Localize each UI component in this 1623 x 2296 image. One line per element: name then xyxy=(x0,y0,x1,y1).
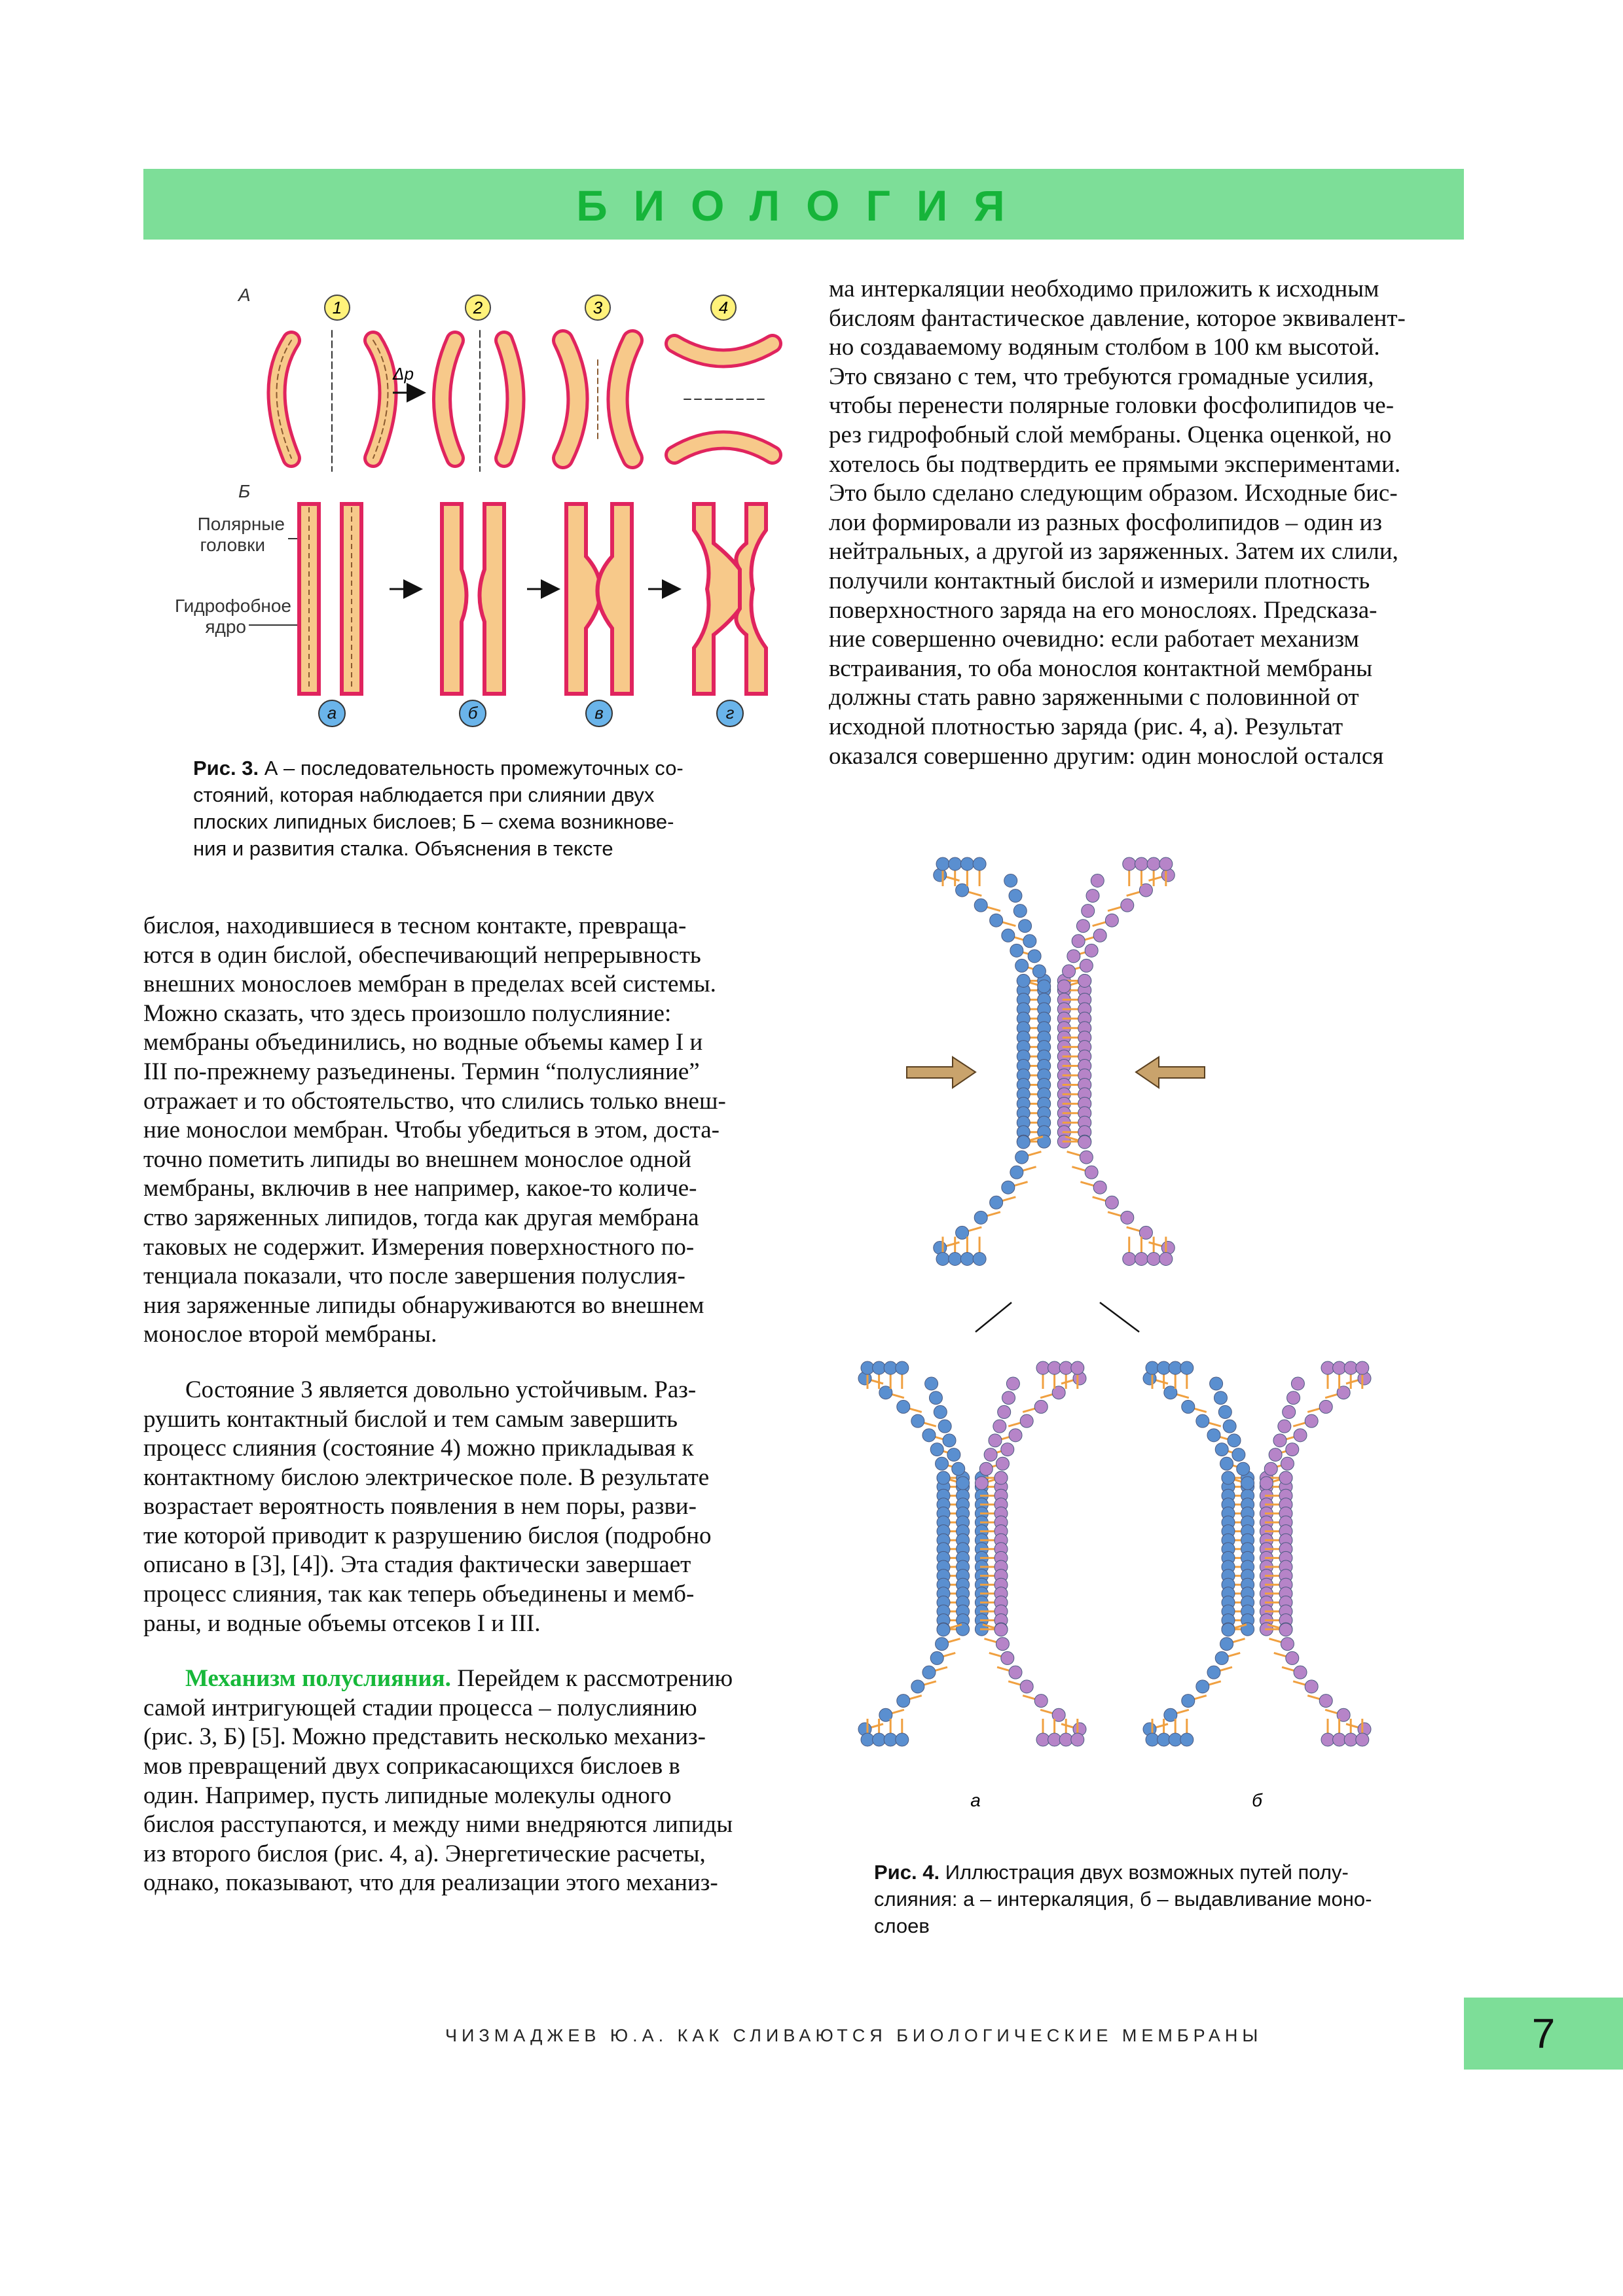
lipid-head xyxy=(1105,1196,1118,1209)
figure-4 xyxy=(871,844,1447,1839)
lipid-head xyxy=(1004,874,1017,888)
lipid-head xyxy=(1001,1443,1014,1456)
lipid-head xyxy=(1123,857,1136,870)
text-line: нейтральных, а другой из заряженных. Затем их слили, xyxy=(829,538,1398,565)
text-line: ние совершенно очевидно: если работает механизм xyxy=(829,626,1359,653)
text-line: Перейдем к рассмотрению xyxy=(457,1665,733,1693)
state-3-membranes xyxy=(563,340,632,458)
text-line: должны стать равно заряженными с половинной от xyxy=(829,684,1359,711)
text-line: однако, показывают, что для реализации этого механиз- xyxy=(143,1869,718,1897)
lipid-head xyxy=(1294,1429,1307,1442)
text-line: ство заряженных липидов, тогда как другая мембрана xyxy=(143,1204,699,1231)
lipid-head xyxy=(1067,950,1080,963)
lipid-head xyxy=(1009,1429,1022,1442)
lipid-head xyxy=(1180,1733,1194,1746)
lipid-head xyxy=(1036,1733,1049,1746)
text-line: процесс слияния (состояние 4) можно прикладывая к xyxy=(143,1435,694,1462)
lipid-head xyxy=(1078,1136,1091,1149)
lipid-head xyxy=(984,1448,997,1462)
text-line: монослое второй мембраны. xyxy=(143,1321,437,1348)
lipid-head xyxy=(1294,1666,1307,1679)
lipid-head xyxy=(938,1420,951,1433)
lipid-head xyxy=(1017,1136,1030,1149)
lipid-head xyxy=(1222,1471,1235,1484)
stage-a-label: а xyxy=(327,703,337,723)
figure-4-caption-line: Иллюстрация двух возможных путей полу- xyxy=(945,1861,1349,1884)
lipid-head xyxy=(936,1457,949,1470)
lipid-head xyxy=(1264,1462,1277,1475)
text-line: III по-прежнему разъединены. Термин “полуслияние” xyxy=(143,1058,700,1085)
lipid-head xyxy=(1082,905,1095,918)
stage-a-membranes xyxy=(299,504,361,694)
lipid-head xyxy=(1232,1448,1245,1462)
lipid-head xyxy=(1321,1733,1334,1746)
running-title: ЧИЗМАДЖЕВ Ю.А. КАК СЛИВАЮТСЯ БИОЛОГИЧЕСКИЕ МЕМБРАНЫ xyxy=(445,2026,1263,2045)
lipid-head xyxy=(1281,1457,1294,1470)
lipid-head xyxy=(911,1414,924,1427)
text-line: бислоя, находившиеся в тесном контакте, превраща- xyxy=(143,912,687,939)
figure-3-caption-line: А – последовательность промежуточных со- xyxy=(264,757,684,780)
text-line: внешних монослоев мембран в пределах всей системы. xyxy=(143,971,716,998)
figure-4-caption-line: слоев xyxy=(874,1914,930,1937)
text-line: описано в [3], [4]). Эта стадия фактически завершает xyxy=(143,1551,691,1579)
state-2-membranes xyxy=(442,331,516,471)
text-line: процесс слияния, так как теперь объединены и мемб- xyxy=(143,1581,695,1608)
lipid-head xyxy=(936,1638,949,1651)
lipid-head xyxy=(911,1680,924,1693)
journal-section-title: БИОЛОГИЯ xyxy=(576,181,1031,230)
lipid-head xyxy=(1123,1253,1136,1266)
lipid-head xyxy=(1002,1391,1015,1405)
arrow-to-b xyxy=(1100,1302,1139,1332)
lipid-head xyxy=(1222,1623,1235,1636)
text-line: мов превращений двух соприкасающихся бислоев в xyxy=(143,1753,680,1780)
text-line: бислоя расступаются, и между ними внедряются липиды xyxy=(143,1811,733,1839)
figure-3-caption xyxy=(193,755,737,862)
lipid-head xyxy=(922,1429,936,1442)
lipid-head xyxy=(996,1638,1009,1651)
lipid-head xyxy=(1121,899,1134,912)
lipid-head xyxy=(1319,1400,1332,1413)
lipid-head xyxy=(949,857,962,870)
lipid-head xyxy=(1085,1166,1098,1179)
state-4-membranes xyxy=(674,344,773,455)
text-line: хотелось бы подтвердить ее прямыми экспериментами. xyxy=(829,450,1401,478)
figure-4-caption-line: слияния: а – интеркаляция, б – выдавливание моно- xyxy=(874,1888,1372,1910)
lipid-head xyxy=(1220,1638,1233,1651)
lipid-head xyxy=(957,1477,970,1490)
text-line: ния заряженные липиды обнаруживаются во внешнем xyxy=(143,1291,704,1319)
lipid-head xyxy=(1028,950,1041,963)
lipid-head xyxy=(1159,857,1173,870)
lipid-head xyxy=(1020,1414,1033,1427)
lipid-head xyxy=(1210,1377,1223,1390)
stage-c-membranes xyxy=(566,504,632,694)
lipid-head xyxy=(1009,1666,1022,1679)
lipid-head xyxy=(1032,965,1046,978)
text-line: мембраны объединились, но водные объемы камер I и xyxy=(143,1029,703,1056)
lipid-head xyxy=(1344,1733,1357,1746)
lipid-head xyxy=(994,1471,1008,1484)
lipid-head xyxy=(884,1733,897,1746)
lipid-head xyxy=(1135,1253,1148,1266)
text-line: поверхностного заряда на его монослоях. Предсказа- xyxy=(829,596,1377,624)
delta-p-label: Δp xyxy=(393,364,414,384)
lipid-head xyxy=(1287,1391,1300,1405)
text-line: Это связано с тем, что требуются громадные усилия, xyxy=(829,363,1374,390)
lipid-head xyxy=(1059,1361,1072,1374)
state-1-membranes xyxy=(277,331,388,471)
lipid-head xyxy=(1048,1733,1061,1746)
lipid-head xyxy=(1002,1181,1015,1194)
text-line: ма интеркаляции необходимо приложить к исходным xyxy=(829,276,1379,302)
lipid-head xyxy=(1344,1361,1357,1374)
lipid-head xyxy=(861,1361,874,1374)
text-line: но создаваемому водяным столбом в 100 км высотой. xyxy=(829,334,1380,361)
state-3-label: 3 xyxy=(593,298,603,317)
lipid-head xyxy=(949,1253,962,1266)
lipid-head xyxy=(1169,1733,1182,1746)
lipid-head xyxy=(1015,959,1029,972)
lipid-head xyxy=(1215,1651,1228,1664)
text-line: возрастает вероятность появления в нем поры, разви- xyxy=(143,1493,697,1520)
stage-b-label: б xyxy=(467,703,478,723)
lipid-head xyxy=(1071,1361,1084,1374)
lipid-head xyxy=(1034,1695,1048,1708)
lipid-head xyxy=(1356,1361,1369,1374)
lipid-head xyxy=(1105,914,1118,927)
figure-4-label-a: а xyxy=(970,1790,981,1810)
text-line: самой интригующей стадии процесса – полуслиянию xyxy=(143,1694,697,1721)
lipid-head xyxy=(937,1623,950,1636)
lipid-head xyxy=(973,1253,986,1266)
lipid-head xyxy=(1260,1477,1273,1490)
lipid-head xyxy=(1147,1253,1160,1266)
lipid-head xyxy=(1085,944,1098,957)
lipid-head xyxy=(1305,1414,1318,1427)
state-4-label: 4 xyxy=(718,298,729,317)
lipid-head xyxy=(936,1253,949,1266)
lipid-head xyxy=(1017,975,1030,988)
lipid-head xyxy=(998,1405,1011,1418)
lipid-head xyxy=(1283,1405,1296,1418)
lipid-head xyxy=(1010,1166,1023,1179)
text-line: исходной плотностью заряда (рис. 4, а). Результат xyxy=(829,713,1343,740)
lipid-head xyxy=(973,857,986,870)
lipid-head xyxy=(1036,1361,1049,1374)
lipid-head xyxy=(1059,1733,1072,1746)
lipid-head xyxy=(930,1443,943,1456)
lipid-head xyxy=(884,1361,897,1374)
lipid-head xyxy=(1019,920,1032,933)
lipid-head xyxy=(1305,1680,1318,1693)
lipid-head xyxy=(1286,1651,1299,1664)
text-line: встраивания, то оба монослоя контактной мембраны xyxy=(829,655,1373,682)
text-line: Можно сказать, что здесь произошло полуслияние: xyxy=(143,999,672,1027)
lipid-head xyxy=(1057,980,1070,993)
lipid-head xyxy=(861,1733,874,1746)
figure-4-label-b: б xyxy=(1252,1790,1262,1810)
text-line: лои формировали из разных фосфолипидов – один из xyxy=(829,509,1382,536)
lipid-head xyxy=(1237,1462,1250,1475)
lipid-head xyxy=(897,1695,910,1708)
text-line: Состояние 3 является довольно устойчивым. Раз- xyxy=(185,1376,697,1403)
lipid-head xyxy=(1279,1623,1292,1636)
lipid-head xyxy=(1228,1434,1241,1447)
lipid-head xyxy=(1161,869,1175,882)
lipid-head xyxy=(943,1434,956,1447)
stage-c-label: в xyxy=(594,703,604,723)
panel-a-label: А xyxy=(238,285,251,305)
lipid-head xyxy=(1356,1733,1369,1746)
page-number-box xyxy=(1464,1998,1623,2070)
lipid-head xyxy=(989,1434,1002,1447)
lipid-head xyxy=(1006,1377,1019,1390)
text-line: точно пометить липиды во внешнем монослое одной xyxy=(143,1145,691,1173)
lipid-head xyxy=(1158,1361,1171,1374)
lipid-head xyxy=(1091,874,1104,888)
lipid-head xyxy=(937,1471,950,1484)
lipid-head xyxy=(1215,1443,1228,1456)
lipid-head xyxy=(1063,965,1076,978)
figure-4-caption-title: Рис. 4. xyxy=(874,1861,940,1884)
arrow-to-a xyxy=(976,1302,1012,1332)
right-press-arrow xyxy=(1136,1057,1205,1088)
lipid-head xyxy=(1291,1377,1304,1390)
figure-3 xyxy=(175,281,786,733)
figure-3-caption-line: плоских липидных бислоев; Б – схема возникнове- xyxy=(193,810,674,833)
lipid-head xyxy=(1196,1680,1209,1693)
left-column-text xyxy=(143,912,784,1898)
lipid-head xyxy=(1020,1680,1033,1693)
lipid-head xyxy=(1333,1361,1346,1374)
lipid-head xyxy=(1121,1211,1134,1224)
state-2-label: 2 xyxy=(473,298,483,317)
text-line: ние монослои мембран. Чтобы убедиться в этом, доста- xyxy=(143,1117,720,1144)
lipid-head xyxy=(1010,944,1023,957)
stage-b-membranes xyxy=(442,504,504,694)
lipid-head xyxy=(1223,1420,1236,1433)
lipid-head xyxy=(929,1391,942,1405)
lipid-head xyxy=(994,1623,1008,1636)
left-press-arrow xyxy=(907,1057,976,1088)
lipid-head xyxy=(936,857,949,870)
figure-4-caption xyxy=(874,1859,1417,1939)
lipid-head xyxy=(925,1377,938,1390)
lipid-head xyxy=(1093,1181,1106,1194)
state-1-label: 1 xyxy=(332,298,342,317)
lipid-head xyxy=(1207,1429,1220,1442)
lipid-head xyxy=(1319,1695,1332,1708)
lipid-head xyxy=(1161,1242,1175,1255)
stage-d-membranes xyxy=(694,504,766,694)
lipid-head xyxy=(1071,1733,1084,1746)
lipid-head xyxy=(974,899,987,912)
text-line: отражает и то обстоятельство, что слились только внеш- xyxy=(143,1087,726,1115)
lipid-head xyxy=(1146,1361,1159,1374)
lipid-head xyxy=(990,914,1003,927)
text-line: тие которой приводит к разрушению бислоя (подробно xyxy=(143,1522,712,1549)
lipid-head xyxy=(1023,935,1036,948)
lipid-head xyxy=(1086,889,1099,903)
lipid-head xyxy=(993,1420,1006,1433)
lipid-head xyxy=(979,1462,993,1475)
lipid-head xyxy=(1214,1391,1227,1405)
polar-heads-label-2: головки xyxy=(200,535,265,555)
text-line: (рис. 3, Б) [5]. Можно представить несколько механиз- xyxy=(143,1723,706,1751)
lipid-head xyxy=(1076,920,1089,933)
lipid-head xyxy=(1147,857,1160,870)
lipid-head xyxy=(1015,1151,1029,1164)
stage-d-label: г xyxy=(725,703,735,723)
lipid-head xyxy=(930,1651,943,1664)
lipid-head xyxy=(1048,1361,1061,1374)
page-number: 7 xyxy=(1531,2010,1556,2057)
lipid-head xyxy=(1241,1477,1254,1490)
lipid-head xyxy=(975,1477,988,1490)
lipid-head xyxy=(1093,929,1106,942)
text-line: рез гидрофобный слой мембраны. Оценка оценкой, но xyxy=(829,421,1392,448)
text-line: оказался совершенно другим: один монослой остался xyxy=(829,742,1384,770)
figure-3-caption-line: ния и развития сталка. Объяснения в тексте xyxy=(193,837,613,860)
lipid-head xyxy=(1182,1695,1195,1708)
lipid-head xyxy=(1013,905,1027,918)
lipid-head xyxy=(896,1733,909,1746)
lipid-head xyxy=(1038,980,1051,993)
lipid-head xyxy=(1321,1361,1334,1374)
lipid-head xyxy=(952,1462,965,1475)
lipid-head xyxy=(922,1666,936,1679)
figure-3-caption-title: Рис. 3. xyxy=(193,757,259,780)
lipid-head xyxy=(1281,1638,1294,1651)
text-line: рушить контактный бислой и тем самым завершить xyxy=(143,1405,678,1433)
text-line: таковых не содержит. Измерения поверхностного по- xyxy=(143,1233,695,1261)
lipid-head xyxy=(1135,857,1148,870)
lipid-head xyxy=(990,1196,1003,1209)
lipid-head xyxy=(1196,1414,1209,1427)
lipid-head xyxy=(1034,1400,1048,1413)
lipid-head xyxy=(1072,935,1085,948)
lipid-head xyxy=(1158,1733,1171,1746)
text-line: Это было сделано следующим образом. Исходные бис- xyxy=(829,480,1398,507)
lipid-head xyxy=(947,1448,960,1462)
lipid-head xyxy=(960,1253,974,1266)
text-line: получили контактный бислой и измерили плотность xyxy=(829,567,1370,594)
lipid-head xyxy=(1169,1361,1182,1374)
lipid-head xyxy=(974,1211,987,1224)
text-line: тенциала показали, что после завершения полуслия- xyxy=(143,1263,685,1290)
text-line: ются в один бислой, обеспечивающий непрерывность xyxy=(143,941,701,969)
lipid-head xyxy=(1159,1253,1173,1266)
figure-3-caption-line: стояний, которая наблюдается при слиянии двух xyxy=(193,783,655,806)
lipid-head xyxy=(1080,1151,1093,1164)
lipid-head xyxy=(1002,929,1015,942)
lipid-head xyxy=(996,1457,1009,1470)
lipid-head xyxy=(1078,975,1091,988)
section-title: Механизм полуслияния. xyxy=(185,1665,451,1693)
lipid-head xyxy=(1146,1733,1159,1746)
lipid-head xyxy=(1278,1420,1291,1433)
lipid-head xyxy=(1218,1405,1231,1418)
lipid-head xyxy=(1001,1651,1014,1664)
lipid-head xyxy=(1220,1457,1233,1470)
lipid-head xyxy=(1269,1448,1282,1462)
text-line: чтобы перенести полярные головки фосфолипидов че- xyxy=(829,392,1395,420)
lipid-head xyxy=(934,1405,947,1418)
text-line: один. Например, пусть липидные молекулы одного xyxy=(143,1782,672,1809)
lipid-head xyxy=(1009,889,1022,903)
lipid-head xyxy=(1207,1666,1220,1679)
polar-heads-label-1: Полярные xyxy=(197,514,285,534)
lipid-head xyxy=(897,1400,910,1413)
hydrophobic-core-label-2: ядро xyxy=(205,617,246,637)
lipid-head xyxy=(1333,1733,1346,1746)
panel-b-label: Б xyxy=(238,481,251,501)
lipid-head xyxy=(1182,1400,1195,1413)
text-line: мембраны, включив в нее например, какое-то количе- xyxy=(143,1175,697,1202)
lipid-head xyxy=(1273,1434,1286,1447)
lipid-head xyxy=(1286,1443,1299,1456)
text-line: раны, и водные объемы отсеков I и III. xyxy=(143,1609,541,1637)
lipid-head xyxy=(873,1733,886,1746)
text-line: контактному бислою электрическое поле. В результате xyxy=(143,1463,710,1491)
header-bar xyxy=(143,169,1464,240)
text-line: бислоям фантастическое давление, которое эквивалент- xyxy=(829,304,1406,332)
lipid-head xyxy=(1180,1361,1194,1374)
lipid-head xyxy=(896,1361,909,1374)
text-line: из второго бислоя (рис. 4, а). Энергетические расчеты, xyxy=(143,1840,706,1867)
right-column-top-text xyxy=(829,275,1464,771)
lipid-head xyxy=(1279,1471,1292,1484)
hydrophobic-core-label-1: Гидрофобное xyxy=(175,596,291,616)
lipid-head xyxy=(960,857,974,870)
lipid-head xyxy=(873,1361,886,1374)
lipid-head xyxy=(1080,959,1093,972)
